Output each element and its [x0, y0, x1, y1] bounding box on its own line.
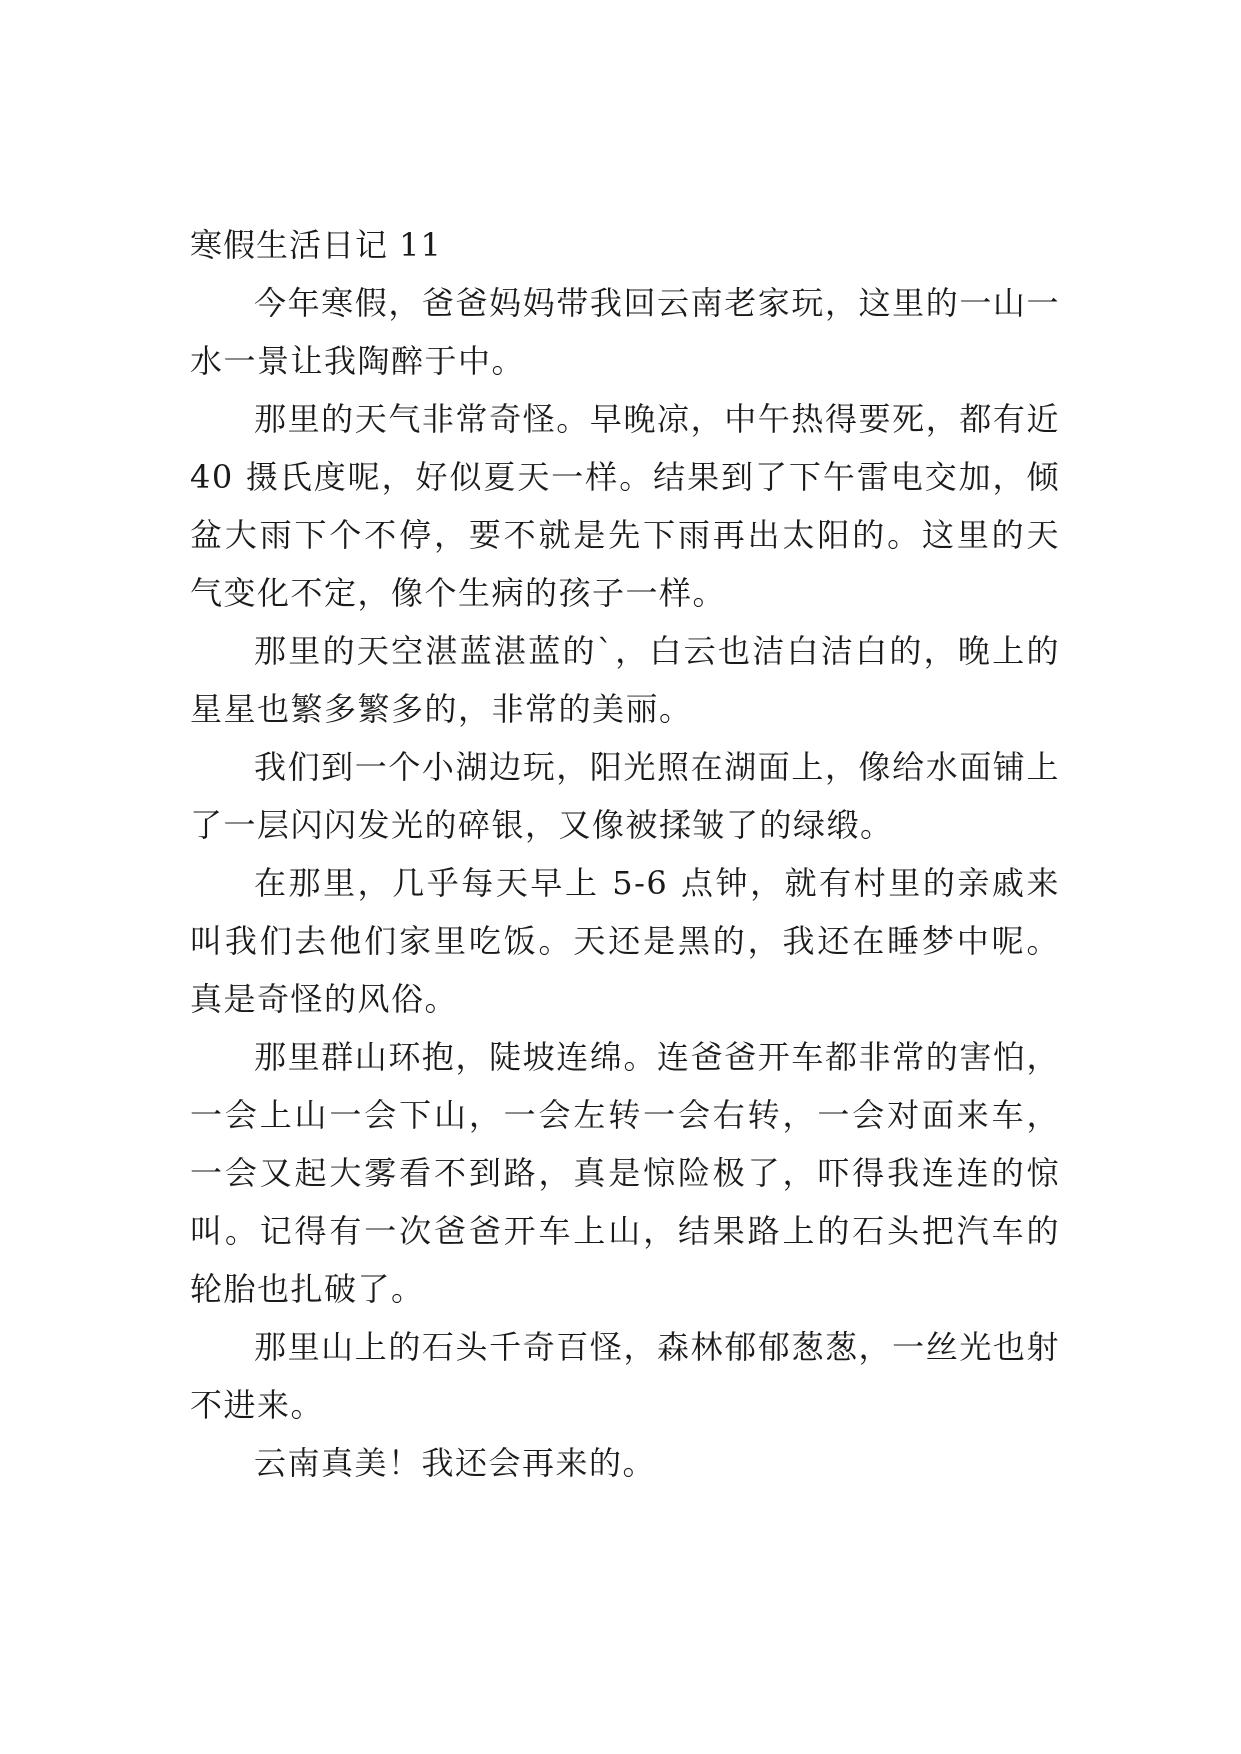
paragraph: 云南真美！我还会再来的。 [254, 1444, 657, 1482]
paragraph: 我们到一个小湖边玩，阳光照在湖面上，像给水面铺上了一层闪闪发光的碎银，又像被揉皱了的绿缎。 [190, 748, 1060, 844]
document-body [190, 216, 1060, 1492]
paragraph: 那里的天气非常奇怪。早晚凉，中午热得要死，都有近 40 摄氏度呢，好似夏天一样。结果到了下午雷电交加，倾盆大雨下个不停，要不就是先下雨再出太阳的。这里的天气变化不定，像个生病的孩子一样。 [190, 400, 1060, 612]
paragraph: 在那里，几乎每天早上 5-6 点钟，就有村里的亲戚来叫我们去他们家里吃饭。天还是黑的，我还在睡梦中呢。真是奇怪的风俗。 [190, 864, 1060, 1018]
paragraph: 那里群山环抱，陡坡连绵。连爸爸开车都非常的害怕，一会上山一会下山，一会左转一会右转，一会对面来车，一会又起大雾看不到路，真是惊险极了，吓得我连连的惊叫。记得有一次爸爸开车上山，结果路上的石头把汽车的轮胎也扎破了。 [190, 1038, 1060, 1308]
paragraph: 今年寒假，爸爸妈妈带我回云南老家玩，这里的一山一水一景让我陶醉于中。 [190, 284, 1060, 380]
paragraph: 那里山上的石头千奇百怪，森林郁郁葱葱，一丝光也射不进来。 [190, 1328, 1060, 1424]
document-title: 寒假生活日记 11 [190, 226, 442, 264]
paragraph: 那里的天空湛蓝湛蓝的`，白云也洁白洁白的，晚上的星星也繁多繁多的，非常的美丽。 [190, 632, 1060, 728]
